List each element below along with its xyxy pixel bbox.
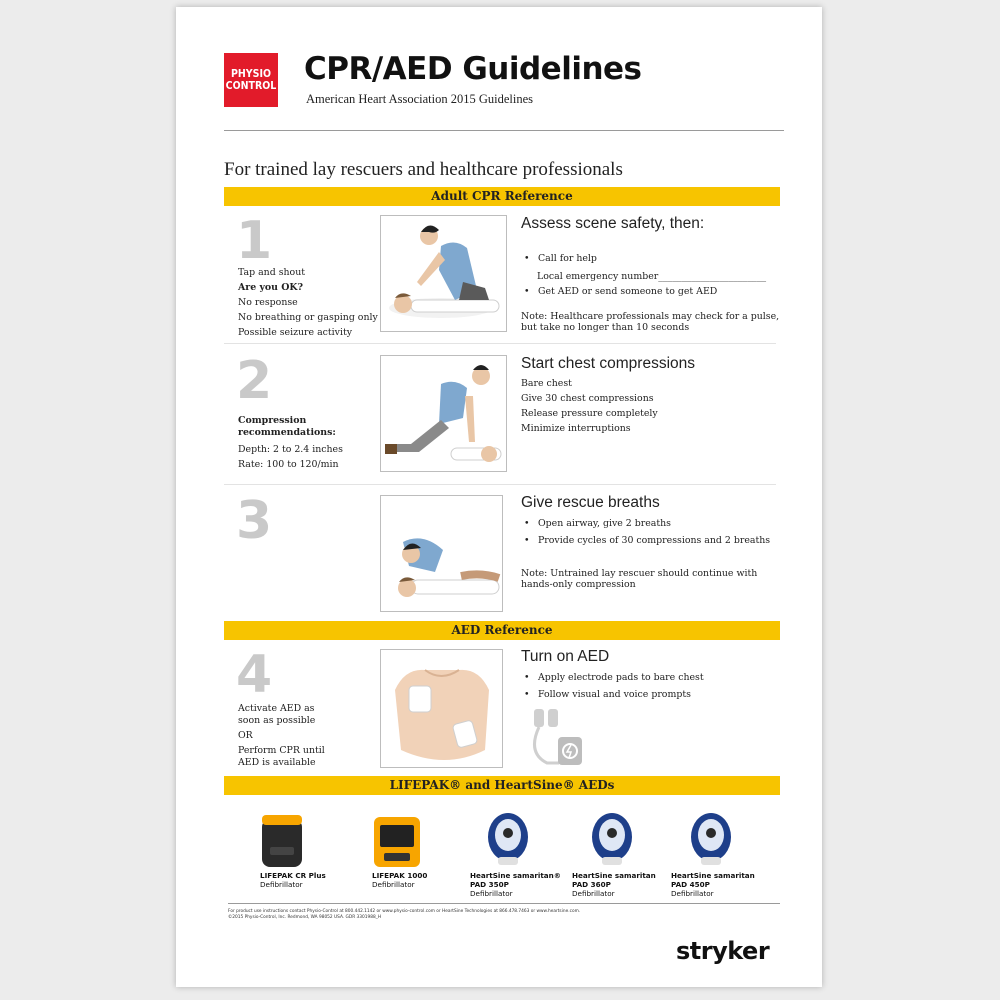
product-name: HeartSine samaritan PAD 360P — [572, 871, 656, 889]
step-3-note: Note: Untrained lay rescuer should continue with hands-only compression — [521, 568, 758, 590]
product-heartsine-350p — [486, 811, 530, 873]
step-number-3: 3 — [236, 491, 273, 551]
logo-line-2: CONTROL — [225, 80, 277, 92]
product-name: LIFEPAK 1000 — [372, 871, 428, 880]
step-2-illustration — [380, 355, 507, 472]
step-2-instruction: Bare chest — [521, 378, 572, 389]
logo-line-1: PHYSIO — [230, 68, 271, 80]
step-1-note: Note: Healthcare professionals may check for a pulse, but take no longer than 10 seconds — [521, 311, 780, 333]
bullet-text: Follow visual and voice prompts — [538, 689, 691, 700]
step-4-heading: Turn on AED — [521, 648, 610, 665]
step-1-checklist — [238, 265, 378, 340]
step-divider — [224, 343, 776, 344]
product-lifepak-cr-plus — [260, 813, 304, 873]
step-4-bullets — [521, 669, 791, 703]
product-name: HeartSine samaritan® PAD 350P — [470, 871, 561, 889]
footer-divider — [228, 903, 780, 904]
product-type: Defibrillator — [671, 889, 714, 898]
audience-heading: For trained lay rescuers and healthcare professionals — [224, 159, 623, 180]
footer-contact-line: For product use instructions contact Physio-Control at 800.442.1142 or www.physio-control.com or HeartSine Technologies at 866.478.7463 or www.heartsine.com. — [228, 909, 581, 914]
aed-pads-icon — [524, 707, 586, 773]
page-title: CPR/AED Guidelines — [304, 51, 642, 87]
step-3-bullets — [521, 515, 791, 549]
product-label-heartsine-450p — [671, 871, 763, 898]
step-number-4: 4 — [236, 645, 273, 705]
step-3-bullet — [521, 515, 791, 532]
lifepak-cr-plus-image — [260, 813, 304, 869]
product-heartsine-360p — [590, 811, 634, 873]
footer-copyright-line: ©2015 Physio-Control, Inc. Redmond, WA 98052 USA. GDR 3301988_H — [228, 915, 382, 920]
heartsine-360p-image — [590, 811, 634, 869]
step-2-instruction: Give 30 chest compressions — [521, 393, 654, 404]
step-3-bullet — [521, 532, 791, 549]
product-label-lifepak-cr-plus — [260, 871, 350, 889]
step-1-illustration — [380, 215, 507, 332]
product-type: Defibrillator — [470, 889, 513, 898]
step-2-line: Rate: 100 to 120/min — [238, 459, 339, 470]
step-2-heading: Start chest compressions — [521, 355, 696, 372]
step-4-illustration — [380, 649, 503, 768]
bullet-text: Get AED or send someone to get AED — [538, 286, 718, 297]
electrode-pad-placement-illustration — [381, 650, 502, 767]
rescue-breaths-illustration — [381, 496, 502, 611]
step-2-instruction: Release pressure completely — [521, 408, 658, 419]
step-1-bullet — [521, 253, 781, 264]
product-lifepak-1000 — [372, 813, 422, 873]
product-name: LIFEPAK CR Plus — [260, 871, 326, 880]
step-4-instructions — [238, 703, 338, 769]
step-1-line: Tap and shout — [238, 267, 306, 278]
step-4-line: OR — [238, 730, 253, 741]
heartsine-350p-image — [486, 811, 530, 869]
product-type: Defibrillator — [260, 880, 303, 889]
step-1-line: Possible seizure activity — [238, 327, 353, 338]
step-2-lines — [521, 376, 781, 436]
physio-control-logo — [224, 53, 278, 107]
step-2-line: Compression recommendations: — [238, 415, 336, 438]
rescuer-check-response-illustration — [381, 216, 506, 331]
step-1-bullets — [521, 253, 781, 265]
step-divider — [224, 484, 776, 485]
step-1-line: No breathing or gasping only — [238, 312, 378, 323]
product-heartsine-450p — [689, 811, 733, 873]
step-2-instruction: Minimize interruptions — [521, 423, 631, 434]
step-3-heading: Give rescue breaths — [521, 494, 660, 511]
bullet-text: Apply electrode pads to bare chest — [538, 672, 704, 683]
lifepak-1000-image — [372, 813, 422, 869]
step-4-bullet — [521, 686, 791, 703]
step-1-heading: Assess scene safety, then: — [521, 215, 705, 232]
heartsine-450p-image — [689, 811, 733, 869]
guidelines-poster — [176, 7, 822, 987]
step-4-line: Perform CPR until AED is available — [238, 745, 325, 768]
bullet-text: Open airway, give 2 breaths — [538, 518, 671, 529]
chest-compression-illustration — [381, 356, 506, 471]
step-2-recommendations — [238, 415, 378, 472]
product-type: Defibrillator — [572, 889, 615, 898]
step-1-line: Are you OK? — [238, 282, 304, 293]
stryker-logo: stryker — [676, 937, 770, 965]
step-1-bullet — [521, 286, 781, 297]
section-band-adult-cpr: Adult CPR Reference — [224, 187, 780, 206]
product-type: Defibrillator — [372, 880, 415, 889]
step-4-bullet — [521, 669, 791, 686]
local-emergency-number-line: Local emergency number_______________________ — [537, 271, 767, 282]
section-band-aed: AED Reference — [224, 621, 780, 640]
product-label-heartsine-360p — [572, 871, 664, 898]
step-1-line: No response — [238, 297, 298, 308]
step-3-illustration — [380, 495, 503, 612]
section-band-aeds: LIFEPAK® and HeartSine® AEDs — [224, 776, 780, 795]
bullet-text: Call for help — [538, 253, 597, 264]
product-label-lifepak-1000 — [372, 871, 462, 889]
product-name: HeartSine samaritan PAD 450P — [671, 871, 755, 889]
step-1-bullets-2 — [521, 286, 781, 297]
step-4-line: Activate AED as soon as possible — [238, 703, 316, 726]
page-subtitle: American Heart Association 2015 Guidelines — [306, 92, 534, 106]
step-2-line: Depth: 2 to 2.4 inches — [238, 444, 343, 455]
product-label-heartsine-350p — [470, 871, 562, 898]
header-divider — [224, 130, 784, 131]
bullet-text: Provide cycles of 30 compressions and 2 breaths — [538, 535, 771, 546]
step-number-2: 2 — [236, 351, 273, 411]
step-number-1: 1 — [236, 211, 273, 271]
